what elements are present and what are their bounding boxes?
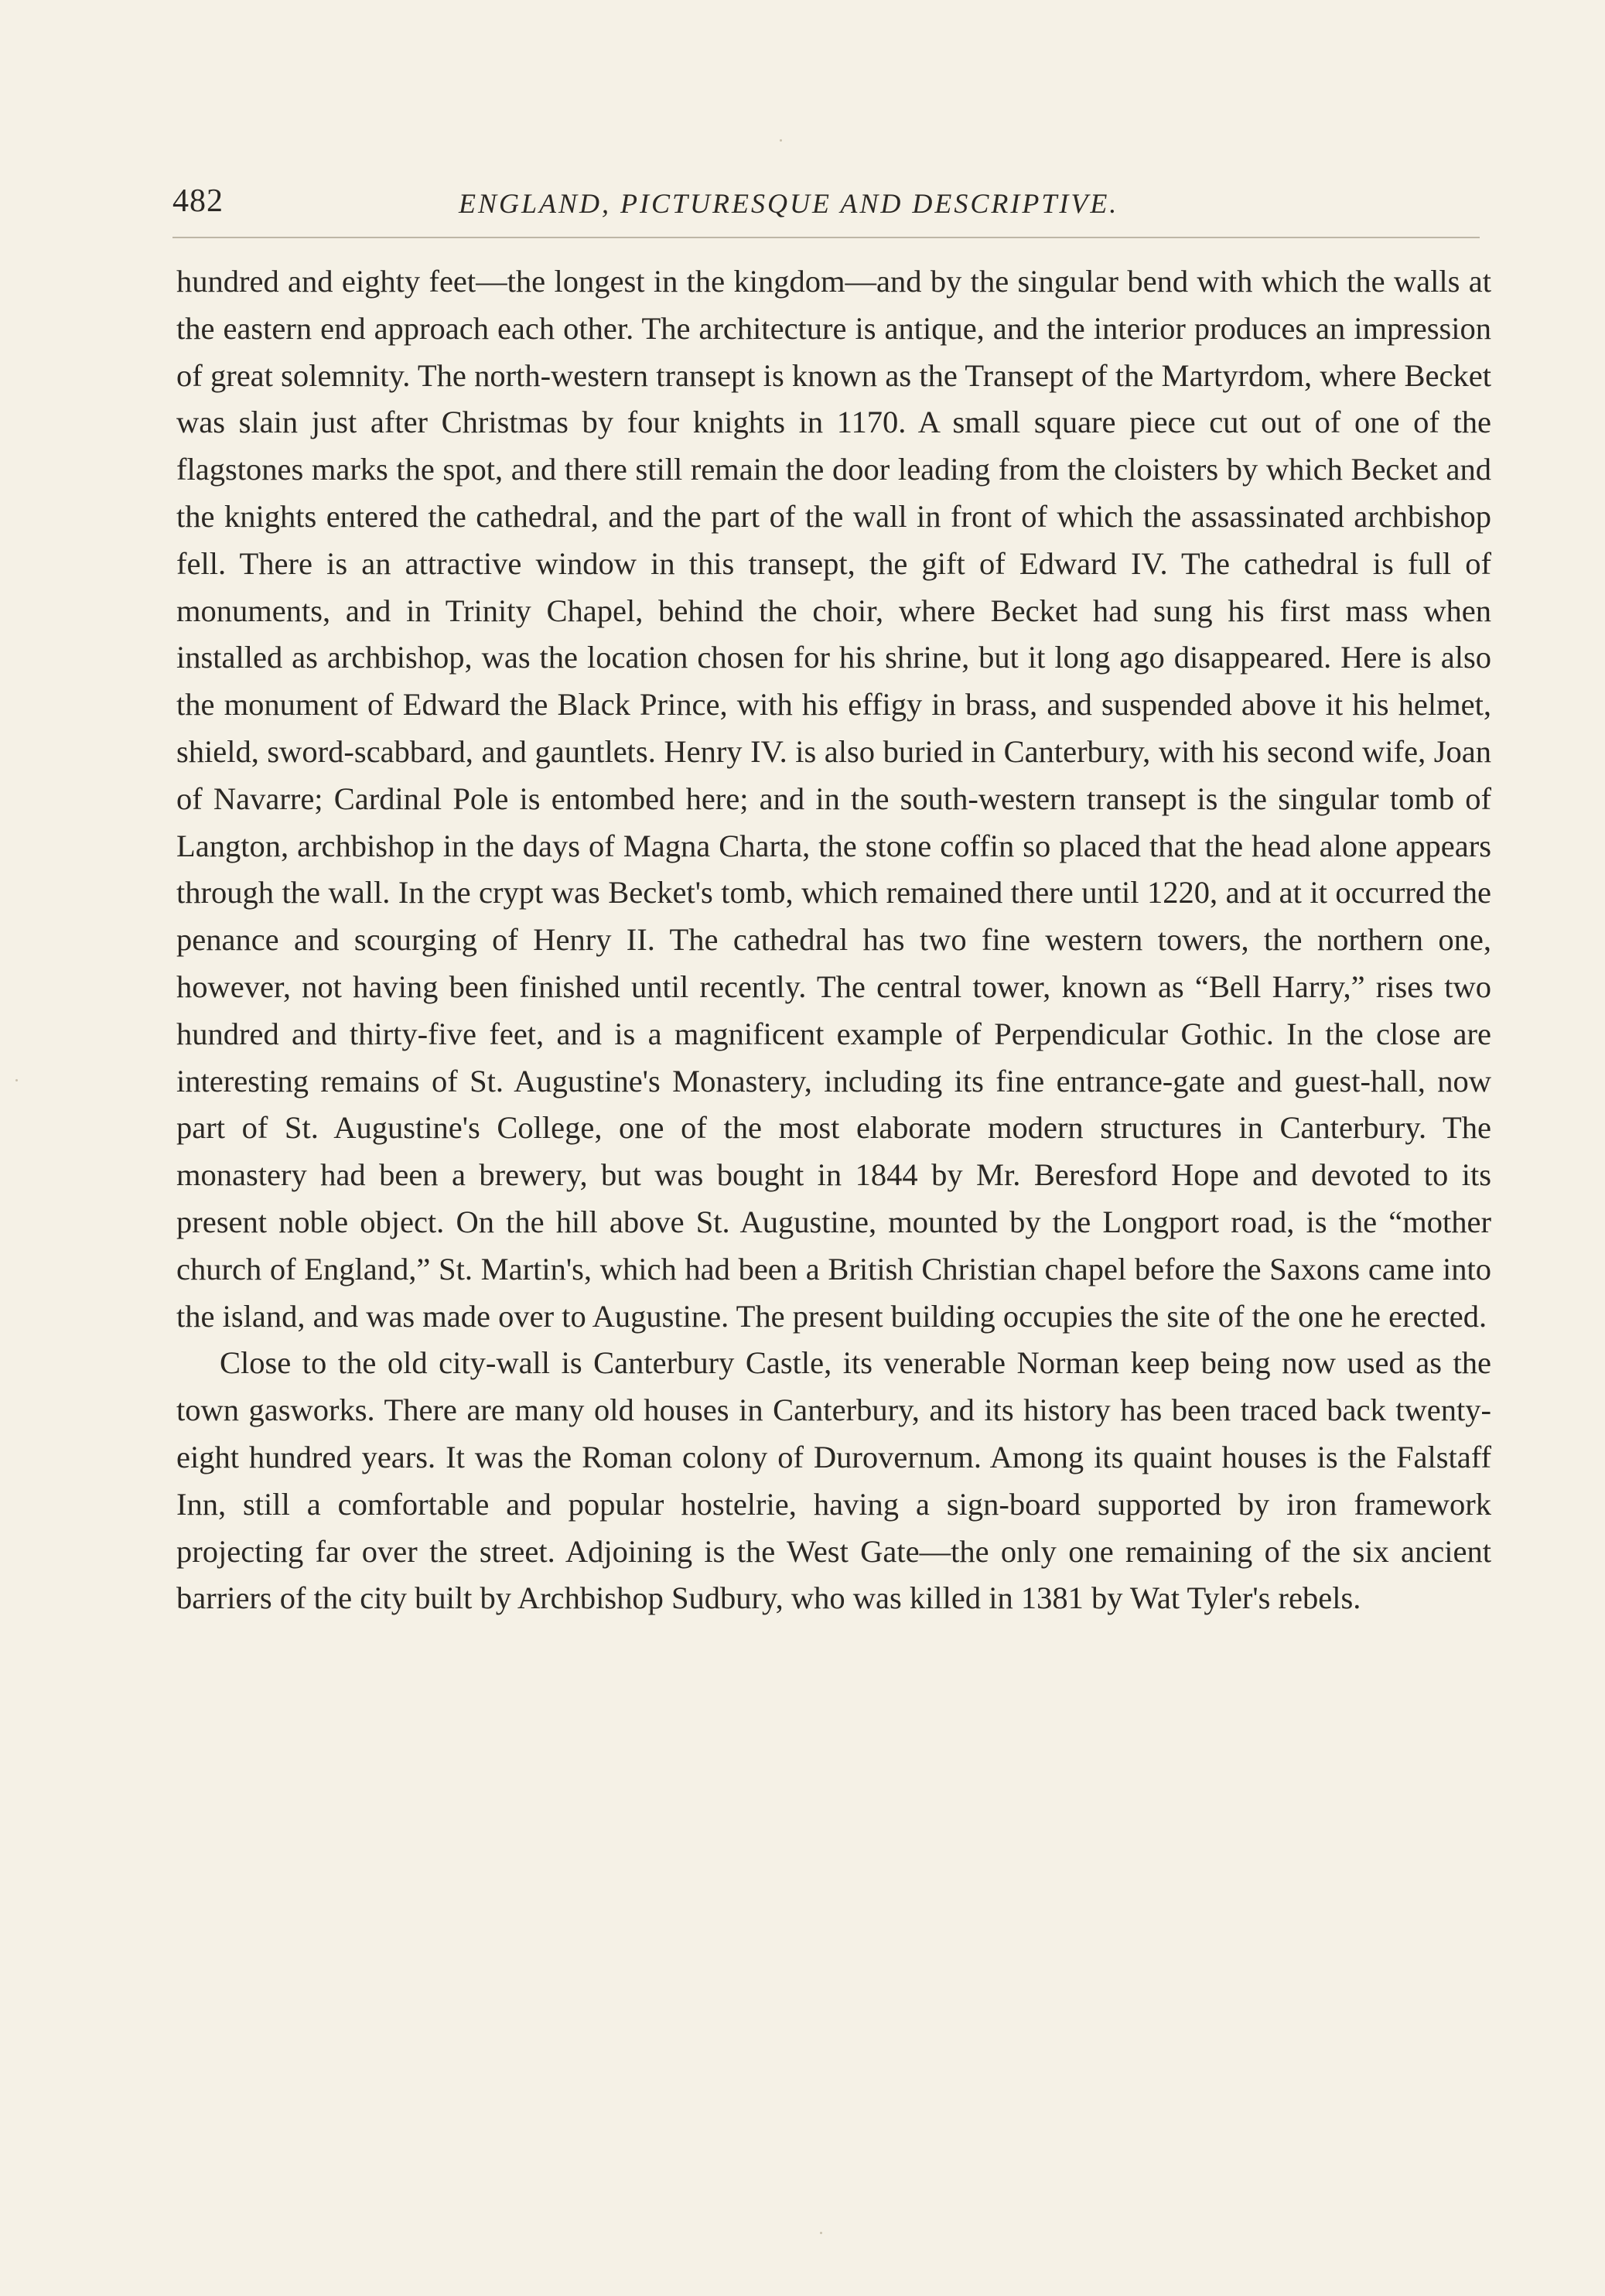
paper-speck bbox=[820, 2232, 822, 2234]
running-title: ENGLAND, PICTURESQUE AND DESCRIPTIVE. bbox=[459, 188, 1119, 219]
paragraph: hundred and eighty feet—the longest in the kingdom—and by the singular bend with which the walls at the eastern end approach each other. The architecture is antique, and the interior produces an impression of great solemnity. The north-western transept is known as the Transept of the Martyrdom, where Becket was slain just after Christmas by four knights in 1170. A small square piece cut out of one of the flagstones marks the spot, and there still remain the door leading from the cloisters by which Becket and the knights entered the cathedral, and the part of the wall in front of which the assassinated archbishop fell. There is an attractive window in this transept, the gift of Edward IV. The cathedral is full of monuments, and in Trinity Chapel, behind the choir, where Becket had sung his first mass when installed as archbishop, was the location chosen for his shrine, but it long ago disappeared. Here is also the monument of Edward the Black Prince, with his effigy in brass, and suspended above it his helmet, shield, sword-scabbard, and gauntlets. Henry IV. is also buried in Canterbury, with his second wife, Joan of Navarre; Cardinal Pole is entombed here; and in the south-western transept is the singular tomb of Langton, archbishop in the days of Magna Charta, the stone coffin so placed that the head alone appears through the wall. In the crypt was Becket's tomb, which remained there until 1220, and at it occurred the penance and scourging of Henry II. The cathedral has two fine western towers, the northern one, however, not having been finished until recently. The central tower, known as “Bell Harry,” rises two hundred and thirty-five feet, and is a magnificent example of Perpendicular Gothic. In the close are interesting remains of St. Augustine's Monastery, including its fine entrance-gate and guest-hall, now part of St. Augustine's College, one of the most elaborate modern structures in Canterbury. The monastery had been a brewery, but was bought in 1844 by Mr. Beresford Hope and devoted to its present noble object. On the hill above St. Augustine, mounted by the Longport road, is the “mother church of England,” St. Martin's, which had been a British Christian chapel before the Saxons came into the island, and was made over to Augustine. The present building occupies the site of the one he erected. bbox=[176, 264, 1491, 1334]
paper-speck bbox=[15, 1079, 18, 1081]
body-text bbox=[176, 258, 1491, 1622]
paragraph: Close to the old city-wall is Canterbury Castle, its venerable Norman keep being now used as the town gasworks. There are many old houses in Canterbury, and its history has been traced back twenty-eight hundred years. It was the Roman colony of Durovernum. Among its quaint houses is the Falstaff Inn, still a comfortable and popular hostelrie, having a sign-board supported by iron framework projecting far over the street. Adjoining is the West Gate—the only one remaining of the six ancient barriers of the city built by Archbishop Sudbury, who was killed in 1381 by Wat Tyler's rebels. bbox=[176, 1345, 1491, 1616]
page-header bbox=[172, 183, 1495, 229]
paper-speck bbox=[780, 139, 782, 142]
page-number: 482 bbox=[172, 183, 224, 219]
header-rule bbox=[172, 237, 1480, 238]
